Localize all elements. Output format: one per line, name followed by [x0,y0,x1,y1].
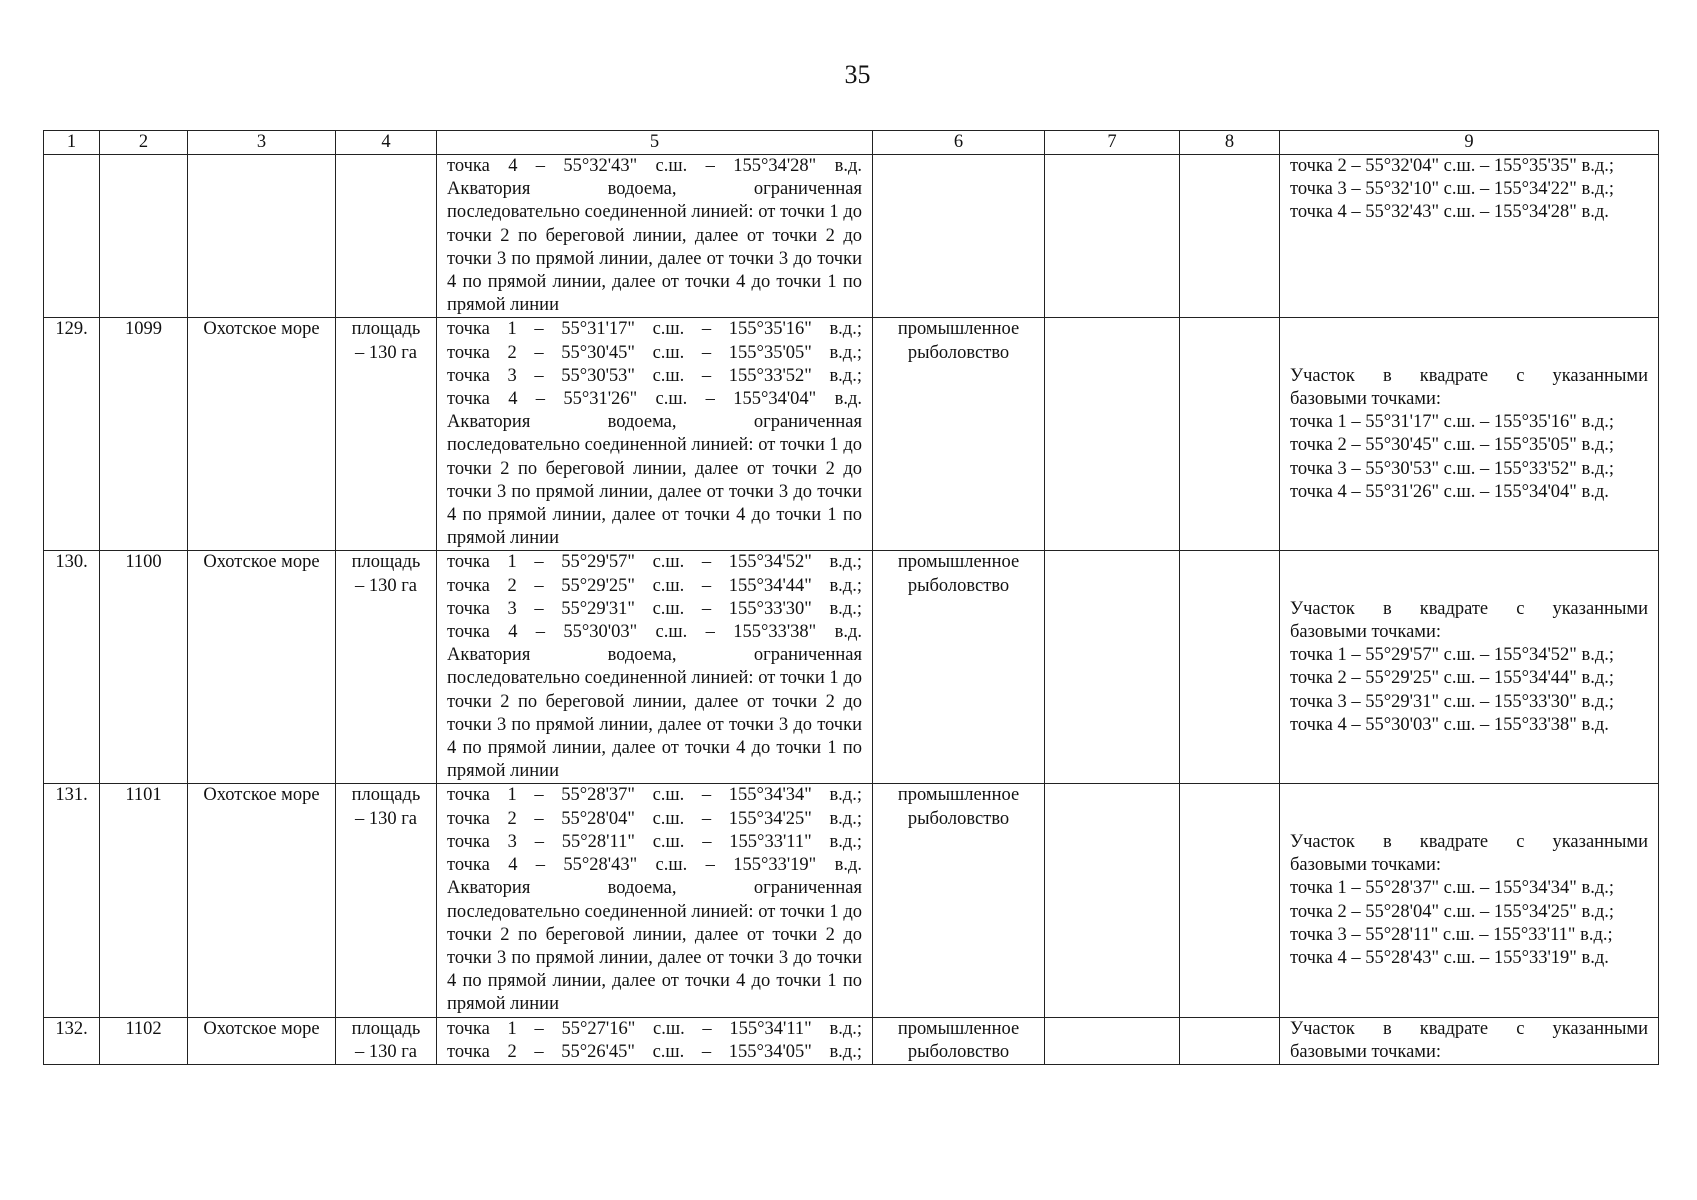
note-point-line: точка 4 – 55°32'43" с.ш. – 155°34'28" в.д. [1290,202,1609,223]
boundary-point-line: точка 3 – 55°28'11" с.ш. – 155°33'11" в.д.; [447,831,862,852]
cell-id [100,155,188,318]
cell-boundary-description [437,784,873,1017]
boundary-point-line: точка 1 – 55°28'37" с.ш. – 155°34'34" в.д.; [447,785,862,806]
cell-id: 1100 [100,551,188,784]
cell-col8 [1180,1017,1280,1064]
table-row [44,551,1659,784]
table-row [44,784,1659,1017]
cell-number: 130. [44,551,100,784]
note-point-line: точка 2 – 55°28'04" с.ш. – 155°34'25" в.д.; [1290,901,1615,922]
boundary-point-line: точка 4 – 55°28'43" с.ш. – 155°33'19" в.д. [447,855,862,876]
cell-number: 129. [44,318,100,551]
boundary-point-line: точка 4 – 55°32'43" с.ш. – 155°34'28" в.д. [447,156,862,176]
cell-use-type: промышленное рыболовство [873,318,1045,551]
note-point-line: точка 1 – 55°29'57" с.ш. – 155°34'52" в.д.; [1290,645,1615,666]
note-point-line: точка 4 – 55°30'03" с.ш. – 155°33'38" в.д. [1290,714,1609,735]
cell-col7 [1045,784,1180,1017]
note-lead-line: Участок в квадрате с указанными [1290,598,1648,619]
cell-col8 [1180,155,1280,318]
cell-id: 1102 [100,1017,188,1064]
header-cell: 2 [100,131,188,155]
note-lead-line: Участок в квадрате с указанными [1290,1018,1648,1039]
cell-water-body: Охотское море [188,784,336,1017]
header-cell: 8 [1180,131,1280,155]
header-cell: 3 [188,131,336,155]
note-sub-line: базовыми точками: [1290,622,1442,643]
boundary-text: последовательно соединенной линией: от точки 1 до точки 2 по береговой линии, далее от точки 2 до точки 3 по прямой линии, далее от точки 3 до точки 4 по прямой линии, далее от точки 4 до точки 1 по прямой линии [447,435,862,549]
cell-id: 1101 [100,784,188,1017]
boundary-point-line: точка 2 – 55°26'45" с.ш. – 155°34'05" в.д.; [447,1041,862,1062]
note-lead-line: Участок в квадрате с указанными [1290,831,1648,852]
cell-boundary-description [437,318,873,551]
cell-boundary-description [437,551,873,784]
note-point-line: точка 4 – 55°31'26" с.ш. – 155°34'04" в.д. [1290,481,1609,502]
cell-water-body: Охотское море [188,1017,336,1064]
cell-number: 131. [44,784,100,1017]
cell-area: площадь – 130 га [336,1017,437,1064]
boundary-point-line: точка 1 – 55°31'17" с.ш. – 155°35'16" в.д.; [447,319,862,340]
cell-water-body: Охотское море [188,318,336,551]
header-cell: 7 [1045,131,1180,155]
boundary-point-line: точка 2 – 55°29'25" с.ш. – 155°34'44" в.д.; [447,575,862,596]
table-header-row [44,131,1659,155]
cell-col8 [1180,551,1280,784]
cell-col7 [1045,318,1180,551]
boundary-text: последовательно соединенной линией: от точки 1 до точки 2 по береговой линии, далее от точки 2 до точки 3 по прямой линии, далее от точки 3 до точки 4 по прямой линии, далее от точки 4 до точки 1 по прямой линии [447,901,862,1015]
cell-col7 [1045,155,1180,318]
cell-water-body: Охотское море [188,551,336,784]
boundary-point-line: точка 4 – 55°31'26" с.ш. – 155°34'04" в.д. [447,389,862,410]
table-row-partial [44,1017,1659,1064]
note-lead-line: Участок в квадрате с указанными [1290,365,1648,386]
boundary-lead-line: Акватория водоема, ограниченная [447,645,862,666]
cell-notes [1280,318,1659,551]
cell-col8 [1180,784,1280,1017]
note-point-line: точка 3 – 55°30'53" с.ш. – 155°33'52" в.д.; [1290,458,1615,479]
page-number: 35 [844,60,871,89]
boundary-point-line: точка 4 – 55°30'03" с.ш. – 155°33'38" в.д. [447,622,862,643]
note-point-line: точка 2 – 55°32'04" с.ш. – 155°35'35" в.д.; [1290,156,1615,176]
cell-use-type: промышленное рыболовство [873,1017,1045,1064]
cell-notes [1280,784,1659,1017]
header-cell: 5 [437,131,873,155]
boundary-point-line: точка 2 – 55°30'45" с.ш. – 155°35'05" в.д.; [447,342,862,363]
header-cell: 4 [336,131,437,155]
cell-col8 [1180,318,1280,551]
note-sub-line: базовыми точками: [1290,855,1442,876]
cell-boundary-description [437,1017,873,1064]
note-point-line: точка 2 – 55°30'45" с.ш. – 155°35'05" в.д.; [1290,435,1615,456]
boundary-point-line: точка 1 – 55°27'16" с.ш. – 155°34'11" в.д.; [447,1018,862,1039]
boundary-point-line: точка 1 – 55°29'57" с.ш. – 155°34'52" в.д.; [447,552,862,573]
cell-col7 [1045,1017,1180,1064]
boundary-lead-line: Акватория водоема, ограниченная [447,412,862,433]
cell-notes [1280,1017,1659,1064]
boundary-text: последовательно соединенной линией: от точки 1 до точки 2 по береговой линии, далее от точки 2 до точки 3 по прямой линии, далее от точки 3 до точки 4 по прямой линии, далее от точки 4 до точки 1 по прямой линии [447,202,862,316]
cell-water-body [188,155,336,318]
cell-number [44,155,100,318]
note-point-line: точка 3 – 55°29'31" с.ш. – 155°33'30" в.д.; [1290,691,1615,712]
table-row [44,318,1659,551]
cell-area: площадь – 130 га [336,551,437,784]
boundary-point-line: точка 3 – 55°30'53" с.ш. – 155°33'52" в.д.; [447,365,862,386]
note-sub-line: базовыми точками: [1290,389,1442,410]
note-point-line: точка 4 – 55°28'43" с.ш. – 155°33'19" в.д. [1290,947,1609,968]
header-cell: 9 [1280,131,1659,155]
boundary-point-line: точка 2 – 55°28'04" с.ш. – 155°34'25" в.д.; [447,808,862,829]
boundary-lead-line: Акватория водоема, ограниченная [447,179,862,200]
boundary-text: последовательно соединенной линией: от точки 1 до точки 2 по береговой линии, далее от точки 2 до точки 3 по прямой линии, далее от точки 3 до точки 4 по прямой линии, далее от точки 4 до точки 1 по прямой линии [447,668,862,782]
cell-area: площадь – 130 га [336,784,437,1017]
cell-notes [1280,155,1659,318]
header-cell: 1 [44,131,100,155]
note-point-line: точка 3 – 55°32'10" с.ш. – 155°34'22" в.д.; [1290,179,1615,200]
fishing-areas-table [43,130,1659,1065]
note-point-line: точка 1 – 55°31'17" с.ш. – 155°35'16" в.д.; [1290,412,1615,433]
note-point-line: точка 3 – 55°28'11" с.ш. – 155°33'11" в.д.; [1290,924,1613,945]
boundary-point-line: точка 3 – 55°29'31" с.ш. – 155°33'30" в.д.; [447,598,862,619]
note-point-line: точка 1 – 55°28'37" с.ш. – 155°34'34" в.д.; [1290,878,1615,899]
boundary-lead-line: Акватория водоема, ограниченная [447,878,862,899]
table-row-continuation [44,155,1659,318]
cell-boundary-description [437,155,873,318]
cell-use-type: промышленное рыболовство [873,551,1045,784]
cell-area: площадь – 130 га [336,318,437,551]
cell-use-type: промышленное рыболовство [873,784,1045,1017]
cell-number: 132. [44,1017,100,1064]
cell-use-type [873,155,1045,318]
cell-id: 1099 [100,318,188,551]
cell-col7 [1045,551,1180,784]
cell-area [336,155,437,318]
header-cell: 6 [873,131,1045,155]
note-point-line: точка 2 – 55°29'25" с.ш. – 155°34'44" в.д.; [1290,668,1615,689]
cell-notes [1280,551,1659,784]
note-sub-line: базовыми точками: [1290,1041,1442,1062]
